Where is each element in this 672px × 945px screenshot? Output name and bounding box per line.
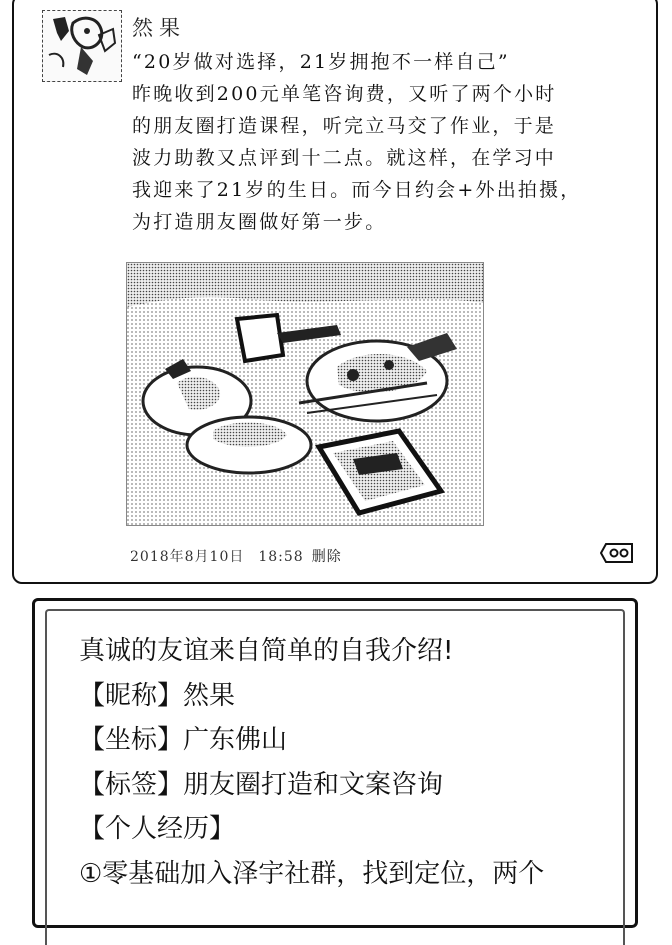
post-text-line: 昨晚收到200元单笔咨询费，又听了两个小时 <box>132 83 557 105</box>
intro-text <box>79 629 619 896</box>
avatar[interactable] <box>42 10 122 82</box>
intro-location: 【坐标】广东佛山 <box>79 725 288 755</box>
post-text-line: 的朋友圈打造课程，听完立马交了作业，于是 <box>132 115 557 137</box>
food-photo-icon <box>127 263 483 525</box>
intro-experience-item: ①零基础加入泽宇社群，找到定位，两个 <box>79 858 545 889</box>
post-text-line: “20岁做对选择，21岁拥抱不一样自己” <box>132 51 510 73</box>
intro-tags: 【标签】朋友圈打造和文案咨询 <box>79 769 444 800</box>
intro-experience-heading: 【个人经历】 <box>79 814 236 844</box>
post-photo[interactable] <box>126 262 484 526</box>
comment-button[interactable] <box>600 542 634 564</box>
delete-link[interactable]: 删除 <box>311 549 342 565</box>
post-time: 18:58 <box>258 549 304 565</box>
post-text-line: 我迎来了21岁的生日。而今日约会+外出拍摄， <box>132 179 582 201</box>
post-text-line: 为打造朋友圈做好第一步。 <box>132 211 387 233</box>
avatar-figure-icon <box>43 11 121 81</box>
intro-nickname: 【昵称】然果 <box>79 680 236 711</box>
post-text-line: 波力助教又点评到十二点。就这样，在学习中 <box>132 147 557 169</box>
intro-card <box>32 598 638 928</box>
comment-icon <box>600 542 634 564</box>
post-date: 2018年8月10日 <box>130 549 245 565</box>
post-text <box>132 46 632 238</box>
post-username[interactable]: 然果 <box>132 16 186 40</box>
intro-heading: 真诚的友谊来自简单的自我介绍! <box>79 636 454 666</box>
moments-post-card <box>12 0 658 584</box>
post-meta <box>130 546 342 566</box>
